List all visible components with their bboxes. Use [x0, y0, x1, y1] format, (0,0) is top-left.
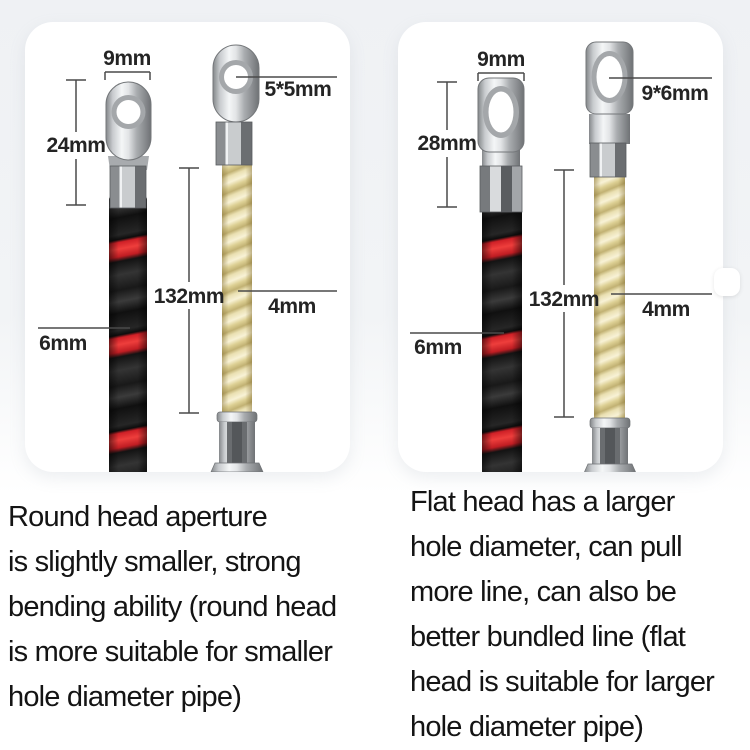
- head-width-label: 9mm: [103, 47, 151, 70]
- flat-head-steel-rope: [584, 42, 636, 472]
- caption-line: hole diameter, can pull: [410, 531, 682, 563]
- head-width-label: 9mm: [477, 48, 525, 71]
- round-head-panel: [25, 22, 350, 472]
- cable-diameter-label: 6mm: [39, 332, 87, 355]
- caption-line: is more suitable for smaller: [8, 636, 333, 668]
- caption-line: Round head aperture: [8, 501, 267, 533]
- caption-line: more line, can also be: [410, 576, 677, 608]
- flat-head-panel: [398, 22, 723, 472]
- hex-bit-connector: [211, 412, 263, 472]
- flat-head-caption: [410, 480, 714, 750]
- caption-line: bending ability (round head: [8, 591, 337, 623]
- head-length-label: 24mm: [46, 134, 106, 157]
- round-head-figure: [25, 22, 350, 472]
- left-measurement-lines: [38, 72, 337, 413]
- rope-diameter-label: 4mm: [268, 295, 316, 318]
- cable-diameter-label: 6mm: [414, 336, 462, 359]
- head-length-label: 28mm: [417, 132, 477, 155]
- caption-line: Flat head has a larger: [410, 486, 675, 518]
- right-measurement-lines: [410, 73, 712, 417]
- caption-line: hole diameter pipe): [8, 681, 242, 713]
- rope-diameter-label: 4mm: [642, 298, 690, 321]
- rope-length-label: 132mm: [153, 285, 225, 308]
- caption-line: better bundled line (flat: [410, 621, 686, 653]
- hole-size-label: 5*5mm: [264, 78, 332, 101]
- caption-line: head is suitable for larger: [410, 666, 715, 698]
- flat-head-figure: [398, 22, 723, 472]
- flat-head-twisted-cable: [478, 78, 524, 472]
- round-head-twisted-cable: [106, 82, 151, 472]
- round-head-caption: [8, 495, 336, 720]
- caption-line: hole diameter pipe): [410, 711, 644, 743]
- hex-bit-connector: [584, 418, 636, 472]
- caption-line: is slightly smaller, strong: [8, 546, 301, 578]
- round-head-steel-rope: [211, 45, 263, 472]
- page-edge-tab: [714, 268, 740, 296]
- hole-size-label: 9*6mm: [641, 82, 709, 105]
- rope-length-label: 132mm: [528, 288, 600, 311]
